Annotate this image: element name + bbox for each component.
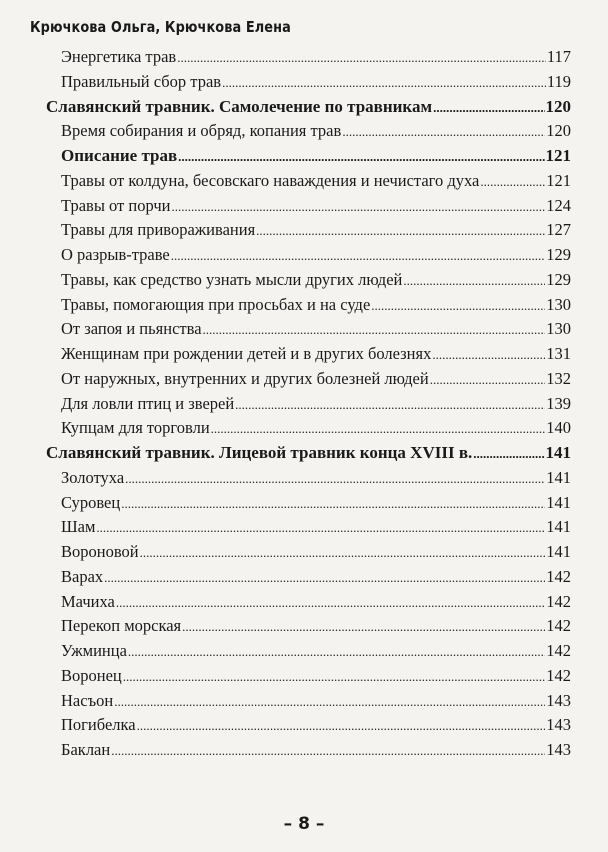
toc-entry bbox=[61, 367, 571, 391]
dot-leader bbox=[116, 591, 545, 615]
toc-entry-page: 124 bbox=[546, 195, 571, 215]
page-number: – 8 – bbox=[283, 814, 325, 834]
toc-entry bbox=[61, 342, 571, 366]
dot-leader bbox=[211, 417, 546, 441]
toc-entry-page: 127 bbox=[546, 220, 571, 240]
toc-entry-title: Купцам для торговли bbox=[61, 418, 210, 438]
toc-entry-title: Славянский травник. Самолечение по травникам bbox=[46, 96, 433, 116]
toc-entry-title: Баклан bbox=[61, 740, 111, 759]
toc-entry-page: 139 bbox=[546, 393, 571, 413]
toc-entry-title: Насъон bbox=[61, 690, 114, 710]
dot-leader bbox=[480, 170, 545, 194]
toc-entry-title: Золотуха bbox=[61, 467, 125, 487]
dot-leader bbox=[178, 145, 544, 169]
toc-entry-page: 143 bbox=[546, 715, 571, 735]
dot-leader bbox=[177, 46, 546, 70]
toc-entry-page: 120 bbox=[546, 121, 571, 141]
toc-entry bbox=[61, 590, 571, 614]
dot-leader bbox=[171, 244, 545, 268]
toc-entry bbox=[61, 639, 571, 663]
toc-entry-page: 117 bbox=[546, 47, 571, 66]
dot-leader bbox=[430, 368, 546, 392]
dot-leader bbox=[140, 541, 546, 565]
toc-entry-page: 130 bbox=[546, 319, 571, 339]
toc-entry-title: От наружных, внутренних и других болезней людей bbox=[61, 368, 429, 388]
toc-entry-title: Погибелка bbox=[61, 715, 136, 735]
toc-entry-page: 131 bbox=[546, 344, 571, 363]
toc-entry-title: О разрыв-траве bbox=[61, 245, 170, 264]
toc-entry-page: 143 bbox=[546, 740, 571, 759]
dot-leader bbox=[111, 739, 545, 763]
toc-entry-page: 142 bbox=[546, 641, 571, 660]
toc-entry-title: Шам bbox=[61, 517, 96, 537]
toc-entry-page: 141 bbox=[546, 542, 571, 561]
dot-leader bbox=[128, 640, 545, 664]
toc-entry-title: Травы, как средство узнать мысли других людей bbox=[61, 269, 403, 289]
dot-leader bbox=[342, 120, 545, 144]
toc-entry-title: Вороновой bbox=[61, 542, 139, 561]
toc-entry bbox=[61, 738, 571, 762]
toc-entry bbox=[61, 713, 571, 737]
toc-entry-page: 141 bbox=[546, 492, 571, 512]
toc-entry-title: Травы, помогающия при просьбах и на суде bbox=[61, 294, 371, 314]
toc-entry-page: 140 bbox=[546, 418, 571, 438]
dot-leader bbox=[182, 615, 545, 639]
toc-entry bbox=[61, 317, 571, 341]
toc-entry-page: 142 bbox=[546, 566, 571, 586]
dot-leader bbox=[96, 516, 545, 540]
dot-leader bbox=[222, 71, 546, 95]
toc-entry-title: Воронец bbox=[61, 665, 122, 685]
dot-leader bbox=[473, 442, 544, 466]
toc-entry-page: 121 bbox=[546, 170, 571, 190]
toc-entry bbox=[61, 614, 571, 638]
toc-entry bbox=[61, 689, 571, 713]
toc-entry-page: 129 bbox=[546, 269, 571, 289]
toc-entry-title: Варах bbox=[61, 566, 104, 586]
dot-leader bbox=[114, 690, 545, 714]
toc-entry-page: 142 bbox=[546, 616, 571, 636]
toc-entry bbox=[61, 70, 571, 94]
toc-entry bbox=[61, 416, 571, 440]
toc-entry-page: 142 bbox=[546, 591, 571, 611]
toc-subsection-heading bbox=[61, 144, 571, 168]
toc-entry bbox=[61, 293, 571, 317]
toc-entry bbox=[61, 268, 571, 292]
toc-entry-page: 143 bbox=[546, 690, 571, 710]
toc-entry bbox=[61, 218, 571, 242]
dot-leader bbox=[235, 393, 545, 417]
toc-entry-page: 130 bbox=[546, 294, 571, 314]
toc-entry bbox=[61, 392, 571, 416]
toc-entry-page: 141 bbox=[546, 467, 571, 487]
toc-entry-page: 141 bbox=[546, 517, 571, 537]
dot-leader bbox=[171, 195, 545, 219]
toc-entry-page: 132 bbox=[546, 368, 571, 388]
dot-leader bbox=[203, 318, 546, 342]
dot-leader bbox=[403, 269, 545, 293]
toc-entry bbox=[61, 169, 571, 193]
toc-entry-title: Энергетика трав bbox=[61, 47, 177, 66]
toc-entry-title: Славянский травник. Лицевой травник конца XVIII в. bbox=[46, 443, 473, 462]
toc-entry bbox=[61, 194, 571, 218]
toc-entry-page: 119 bbox=[546, 71, 571, 91]
toc-entry bbox=[61, 565, 571, 589]
toc-entry-title: Для ловли птиц и зверей bbox=[61, 393, 235, 413]
toc-entry bbox=[61, 540, 571, 564]
toc-entry bbox=[61, 119, 571, 143]
toc-entry-page: 142 bbox=[546, 665, 571, 685]
dot-leader bbox=[137, 714, 546, 738]
toc-entry-title: Женщинам при рождении детей и в других болезнях bbox=[61, 344, 432, 363]
toc-entry-title: Травы от порчи bbox=[61, 195, 171, 215]
dot-leader bbox=[432, 343, 545, 367]
dot-leader bbox=[256, 219, 545, 243]
dot-leader bbox=[104, 566, 545, 590]
toc-entry-title: Мачиха bbox=[61, 591, 115, 611]
toc-entry-title: Ужминца bbox=[61, 641, 127, 660]
toc-entry bbox=[61, 243, 571, 267]
toc-entry-title: Правильный сбор трав bbox=[61, 71, 222, 91]
toc-entry-title: Описание трав bbox=[61, 146, 178, 165]
toc-section-heading bbox=[46, 441, 571, 465]
toc-entry bbox=[61, 45, 571, 69]
toc-entry bbox=[61, 664, 571, 688]
toc-entry-page: 129 bbox=[546, 245, 571, 264]
dot-leader bbox=[125, 467, 545, 491]
toc-entry-title: От запоя и пьянства bbox=[61, 319, 202, 339]
toc-entry bbox=[61, 466, 571, 490]
dot-leader bbox=[121, 492, 545, 516]
toc-entry-title: Травы для привораживания bbox=[61, 220, 256, 240]
toc-entry-page: 120 bbox=[545, 96, 571, 116]
toc-entry-page: 121 bbox=[545, 146, 571, 165]
toc-entry bbox=[61, 491, 571, 515]
toc-entry-title: Перекоп морская bbox=[61, 616, 182, 636]
dot-leader bbox=[123, 665, 546, 689]
toc-entry bbox=[61, 515, 571, 539]
running-header: Крючкова Ольга, Крючкова Елена bbox=[30, 18, 291, 36]
toc-entry-title: Суровец bbox=[61, 492, 121, 512]
toc-entry-page: 141 bbox=[545, 443, 571, 462]
toc-entry-title: Время собирания и обряд, копания трав bbox=[61, 121, 342, 141]
toc-section-heading bbox=[46, 95, 571, 119]
toc-entry-title: Травы от колдуна, бесовскаго наваждения и нечистаго духа bbox=[61, 170, 480, 190]
dot-leader bbox=[433, 96, 544, 120]
dot-leader bbox=[371, 294, 545, 318]
